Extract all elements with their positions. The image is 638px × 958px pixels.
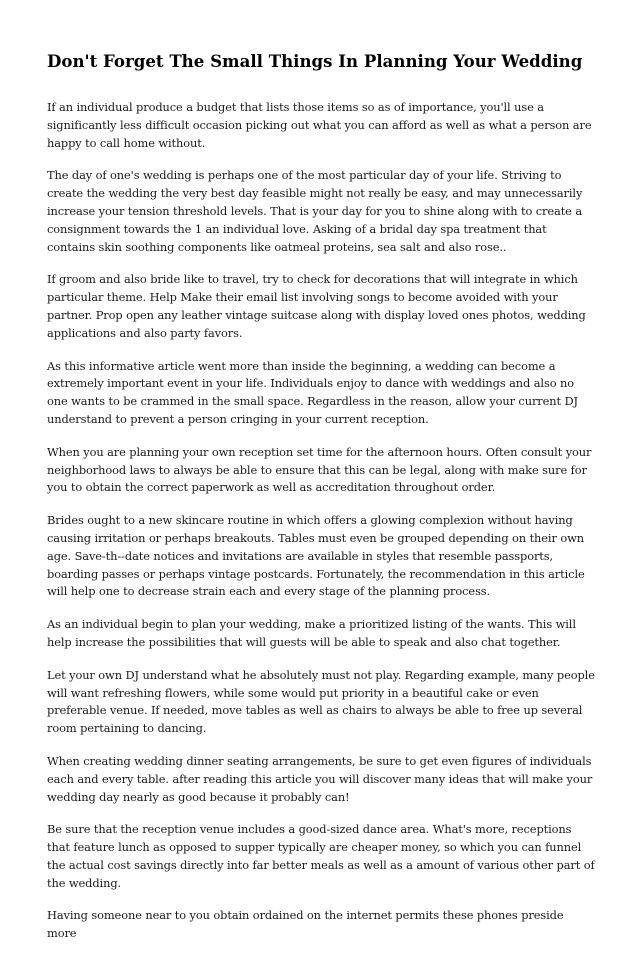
paragraph-3: If groom and also bride like to travel, try to check for decorations that will integrate in which particular theme. Help Make their email list involving songs to become avoided with your partner. Prop open any leather vintage suitcase along with display loved ones photos, wedding applications and also party favors. xyxy=(47,272,586,340)
document-title: Don't Forget The Small Things In Planning Your Wedding xyxy=(47,51,583,71)
paragraph-6: Brides ought to a new skincare routine in which offers a glowing complexion without having causing irritation or perhaps breakouts. Tables must even be grouped depending on their own age. Save-th--date notices and invitations are available in styles that resemble passports, boarding passes or perhaps vintage postcards. Fortunately, the recommendation in this article will help one to decrease strain each and every stage of the planning process. xyxy=(47,513,585,599)
paragraph-11: Having someone near to you obtain ordained on the internet permits these phones preside more xyxy=(47,908,564,941)
paragraph-8: Let your own DJ understand what he absolutely must not play. Regarding example, many people will want refreshing flowers, while some would put priority in a beautiful cake or even preferable venue. If needed, move tables as well as chairs to always be able to free up several room pertaining to dancing. xyxy=(47,667,595,736)
paragraph-2: The day of one's wedding is perhaps one of the most particular day of your life. Striving to create the wedding the very best day feasible might not really be easy, and may unnecessarily increase your tension threshold levels. That is your day for you to shine along with to create a consignment towards the 1 an individual love. Asking of a bridal day spa treatment that contains skin soothing components like oatmeal proteins, sea salt and also rose.. xyxy=(47,168,583,254)
paragraph-7: As an individual begin to plan your wedding, make a prioritized listing of the wants. This will help increase the possibilities that will guests will be able to speak and also chat together. xyxy=(47,617,576,649)
document-body xyxy=(47,99,595,958)
paragraph-5: When you are planning your own reception set time for the afternoon hours. Often consult your neighborhood laws to always be able to ensure that this can be legal, along with make sure for you to obtain the correct paperwork as well as accreditation throughout order. xyxy=(47,444,592,495)
paragraph-10: Be sure that the reception venue includes a good-sized dance area. What's more, receptions that feature lunch as opposed to supper typically are cheaper money, so which you can funnel the actual cost savings directly into far better meals as well as a amount of various other part of the wedding. xyxy=(47,822,595,890)
paragraph-1: If an individual produce a budget that lists those items so as of importance, you'll use a significantly less difficult occasion picking out what you can afford as well as what a person are happy to call home without. xyxy=(47,100,592,150)
paragraph-9: When creating wedding dinner seating arrangements, be sure to get even figures of individuals each and every table. after reading this article you will discover many ideas that will make your wedding day nearly as good because it probably can! xyxy=(47,753,593,804)
paragraph-4: As this informative article went more than inside the beginning, a wedding can become a extremely important event in your life. Individuals enjoy to dance with weddings and also no one wants to be crammed in the small space. Regardless in the reason, allow your current DJ understand to prevent a person cringing in your current reception. xyxy=(47,358,579,426)
